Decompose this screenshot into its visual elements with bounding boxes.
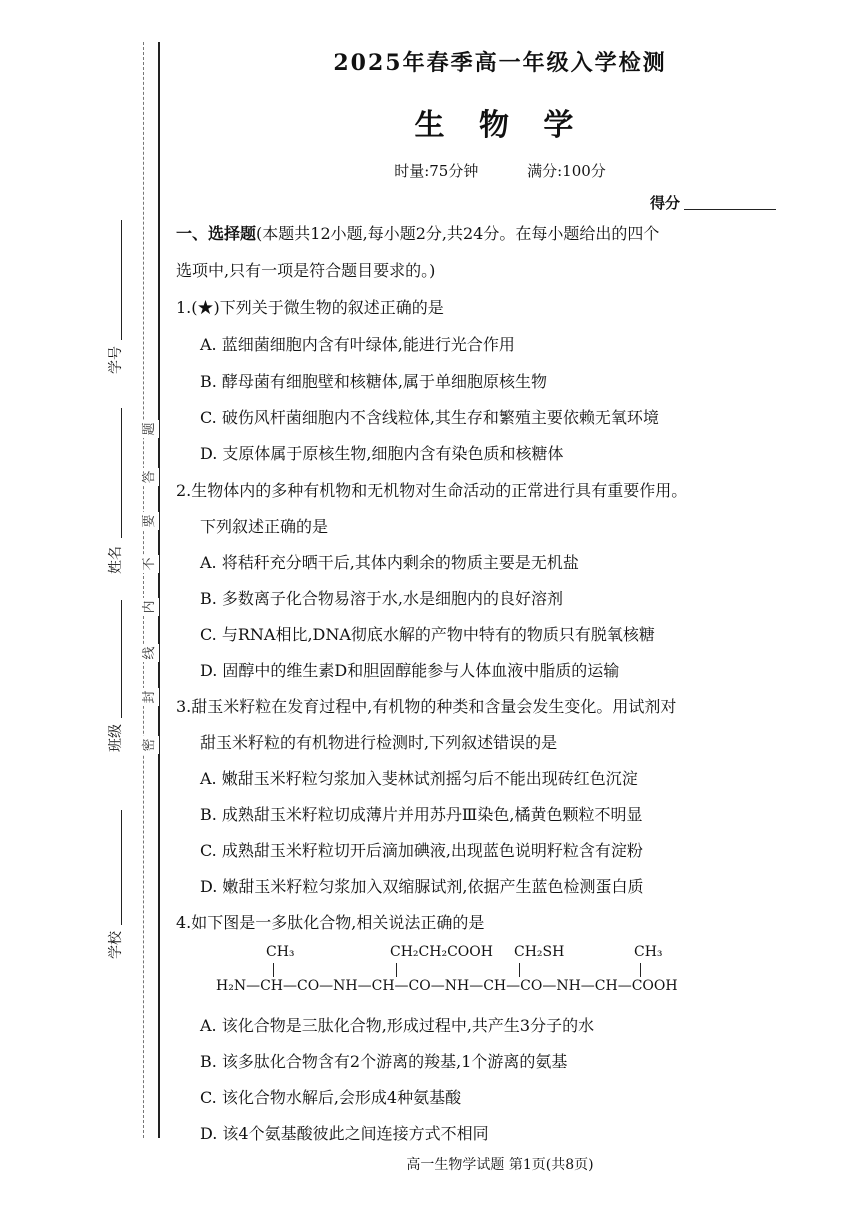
question-stem: 2.生物体内的多种有机物和无机物对生命活动的正常进行具有重要作用。 <box>176 481 688 500</box>
time-limit: 时量:75分钟 <box>394 162 479 180</box>
subject-title: 生 物 学 <box>414 108 586 143</box>
page-footer: 高一生物学试题 第1页(共8页) <box>406 1157 594 1173</box>
option-b[interactable]: B. 酵母菌有细胞壁和核糖体,属于单细胞原核生物 <box>200 372 548 391</box>
class-label: 班级 <box>108 724 124 752</box>
student-id-line[interactable] <box>121 220 122 340</box>
score-box <box>650 192 776 213</box>
school-label: 学校 <box>108 931 124 959</box>
option-d[interactable]: D. 嫩甜玉米籽粒匀浆加入双缩脲试剂,依据产生蓝色检测蛋白质 <box>200 877 644 896</box>
option-b[interactable]: B. 该多肽化合物含有2个游离的羧基,1个游离的氨基 <box>200 1052 568 1071</box>
bond-line <box>273 963 274 977</box>
name-label: 姓名 <box>108 546 124 574</box>
seal-char: 题 <box>141 420 159 438</box>
r-group-4: CH₃ <box>634 944 663 960</box>
option-c[interactable]: C. 该化合物水解后,会形成4种氨基酸 <box>200 1088 462 1107</box>
section-heading <box>176 223 659 245</box>
polypeptide-formula <box>216 944 736 1004</box>
school-line[interactable] <box>121 810 122 925</box>
question-stem-cont: 甜玉米籽粒的有机物进行检测时,下列叙述错误的是 <box>200 733 558 752</box>
r-group-2: CH₂CH₂COOH <box>390 944 493 960</box>
bond-line <box>519 963 520 977</box>
seal-char: 内 <box>141 598 159 616</box>
binding-solid-line <box>158 42 160 1138</box>
option-d[interactable]: D. 固醇中的维生素D和胆固醇能参与人体血液中脂质的运输 <box>200 661 620 680</box>
binding-dashed-line <box>143 42 144 1138</box>
option-a[interactable]: A. 该化合物是三肽化合物,形成过程中,共产生3分子的水 <box>200 1016 595 1035</box>
seal-char: 要 <box>141 512 159 530</box>
student-id-label: 学号 <box>108 346 124 374</box>
full-score: 满分:100分 <box>527 162 606 180</box>
question-stem: 3.甜玉米籽粒在发育过程中,有机物的种类和含量会发生变化。用试剂对 <box>176 697 677 716</box>
score-line[interactable] <box>684 209 776 210</box>
option-a[interactable]: A. 嫩甜玉米籽粒匀浆加入斐林试剂摇匀后不能出现砖红色沉淀 <box>200 769 638 788</box>
option-d[interactable]: D. 该4个氨基酸彼此之间连接方式不相同 <box>200 1124 489 1143</box>
option-a[interactable]: A. 蓝细菌细胞内含有叶绿体,能进行光合作用 <box>200 335 515 354</box>
exam-title: 2025年春季高一年级入学检测 <box>333 50 667 76</box>
option-c[interactable]: C. 破伤风杆菌细胞内不含线粒体,其生存和繁殖主要依赖无氧环境 <box>200 408 659 427</box>
r-group-1: CH₃ <box>266 944 295 960</box>
option-b[interactable]: B. 多数离子化合物易溶于水,水是细胞内的良好溶剂 <box>200 589 564 608</box>
seal-char: 密 <box>141 736 159 754</box>
option-d[interactable]: D. 支原体属于原核生物,细胞内含有染色质和核糖体 <box>200 444 564 463</box>
seal-char: 封 <box>141 688 159 706</box>
r-group-3: CH₂SH <box>514 944 565 960</box>
option-c[interactable]: C. 与RNA相比,DNA彻底水解的产物中特有的物质只有脱氧核糖 <box>200 625 655 644</box>
name-line[interactable] <box>121 408 122 538</box>
section-instruction: (本题共12小题,每小题2分,共24分。在每小题给出的四个 <box>256 224 660 243</box>
bond-line <box>396 963 397 977</box>
exam-info <box>175 160 825 181</box>
option-c[interactable]: C. 成熟甜玉米籽粒切开后滴加碘液,出现蓝色说明籽粒含有淀粉 <box>200 841 643 860</box>
option-b[interactable]: B. 成熟甜玉米籽粒切成薄片并用苏丹Ⅲ染色,橘黄色颗粒不明显 <box>200 805 643 824</box>
seal-char: 不 <box>141 555 159 573</box>
question-stem: 1.(★)下列关于微生物的叙述正确的是 <box>176 298 444 317</box>
class-line[interactable] <box>121 600 122 718</box>
question-stem-cont: 下列叙述正确的是 <box>200 517 329 536</box>
score-label: 得分 <box>650 194 681 212</box>
bond-line <box>640 963 641 977</box>
section-title: 一、选择题 <box>176 224 257 243</box>
question-stem: 4.如下图是一多肽化合物,相关说法正确的是 <box>176 913 485 932</box>
seal-char: 答 <box>141 468 159 486</box>
peptide-chain: H₂N—CH—CO—NH—CH—CO—NH—CH—CO—NH—CH—COOH <box>216 978 678 994</box>
option-a[interactable]: A. 将秸秆充分晒干后,其体内剩余的物质主要是无机盐 <box>200 553 579 572</box>
seal-char: 线 <box>141 644 159 662</box>
section-instruction-2: 选项中,只有一项是符合题目要求的。) <box>176 261 436 280</box>
